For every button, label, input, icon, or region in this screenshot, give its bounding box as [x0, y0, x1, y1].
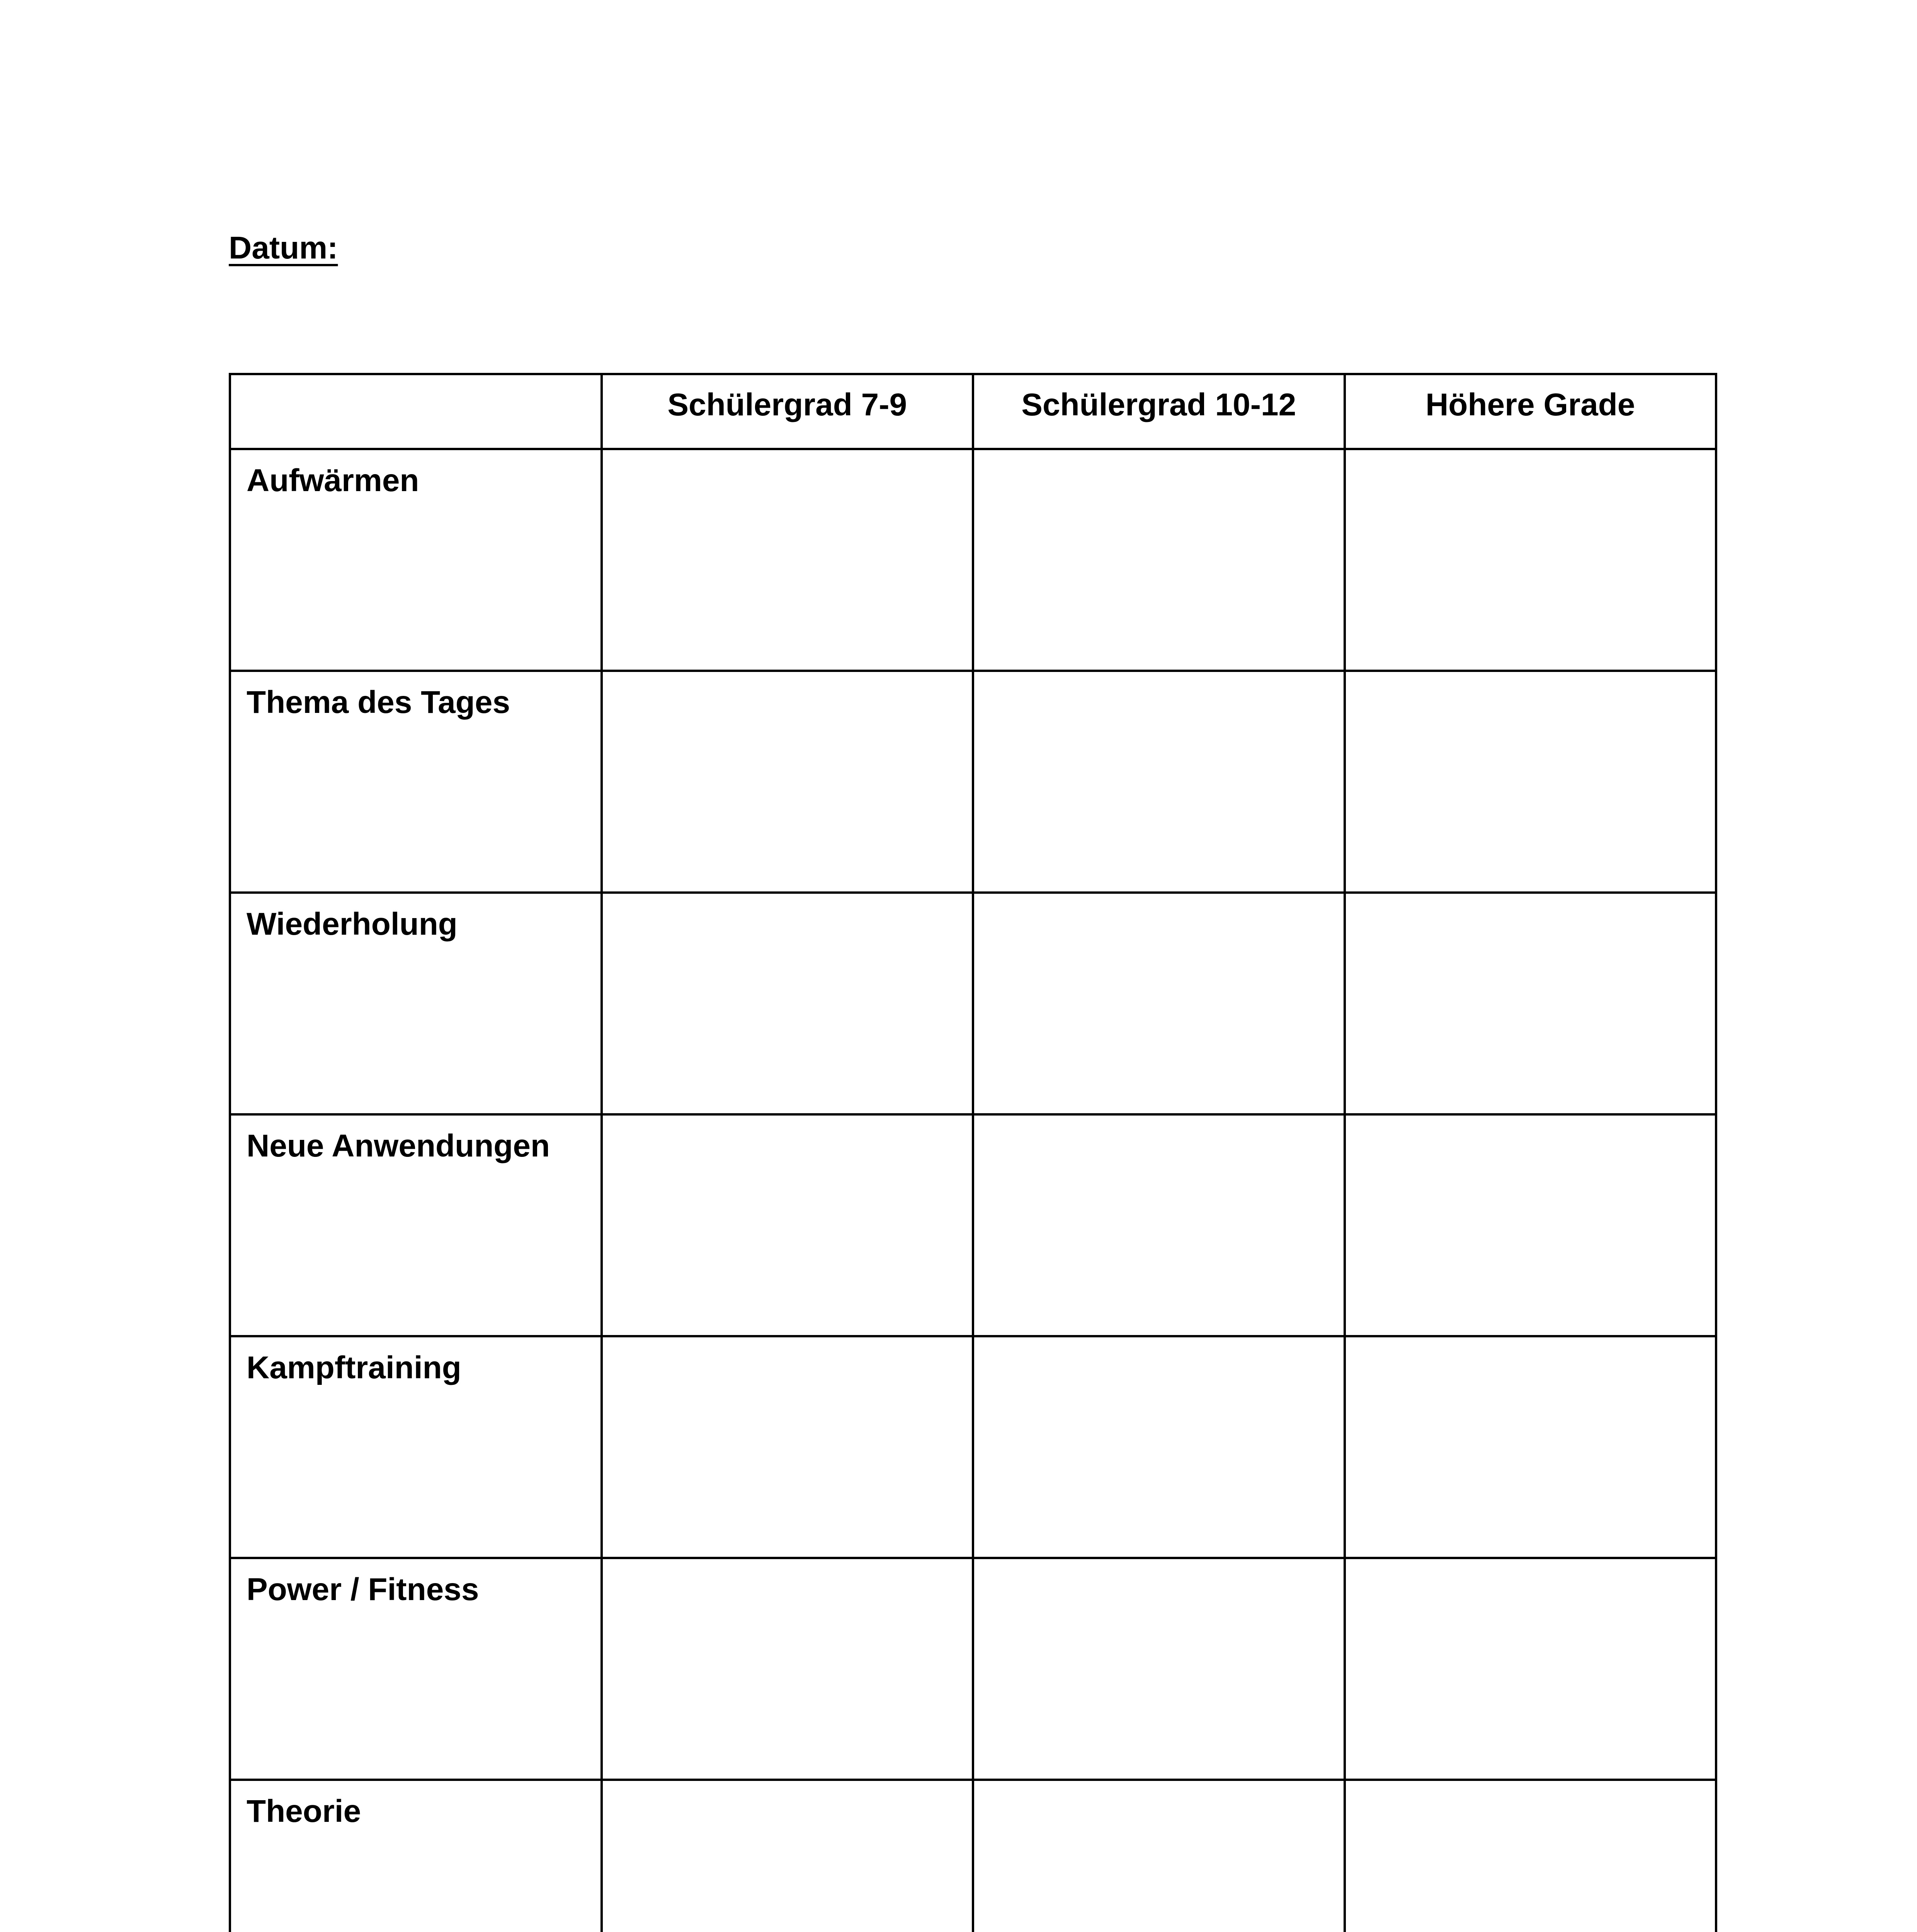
- table-row: [230, 449, 1716, 671]
- table-row: [230, 671, 1716, 893]
- cell-input[interactable]: [602, 893, 973, 1114]
- cell-input[interactable]: [602, 449, 973, 671]
- row-label-power-fitness: Power / Fitness: [230, 1558, 602, 1780]
- cell-input[interactable]: [1345, 1114, 1716, 1336]
- header-empty-cell: [230, 374, 602, 449]
- row-label-neue-anwendungen: Neue Anwendungen: [230, 1114, 602, 1336]
- row-label-kampftraining: Kampftraining: [230, 1336, 602, 1558]
- table-row: [230, 1114, 1716, 1336]
- cell-input[interactable]: [973, 1780, 1345, 1932]
- cell-input[interactable]: [1345, 449, 1716, 671]
- datum-blank-line[interactable]: [338, 230, 639, 266]
- cell-input[interactable]: [973, 1114, 1345, 1336]
- cell-input[interactable]: [1345, 1780, 1716, 1932]
- cell-input[interactable]: [973, 1558, 1345, 1780]
- row-label-thema-des-tages: Thema des Tages: [230, 671, 602, 893]
- table-row: [230, 1780, 1716, 1932]
- header-hoehere-grade: Höhere Grade: [1345, 374, 1716, 449]
- cell-input[interactable]: [602, 1780, 973, 1932]
- cell-input[interactable]: [602, 671, 973, 893]
- table-header-row: [230, 374, 1716, 449]
- header-schuelergrad-10-12: Schülergrad 10-12: [973, 374, 1345, 449]
- row-label-wiederholung: Wiederholung: [230, 893, 602, 1114]
- cell-input[interactable]: [1345, 893, 1716, 1114]
- table-row: [230, 1336, 1716, 1558]
- cell-input[interactable]: [1345, 1558, 1716, 1780]
- cell-input[interactable]: [973, 449, 1345, 671]
- table-row: [230, 893, 1716, 1114]
- datum-label: Datum:: [229, 230, 338, 265]
- datum-field-top: [229, 230, 639, 266]
- cell-input[interactable]: [973, 1336, 1345, 1558]
- cell-input[interactable]: [602, 1558, 973, 1780]
- row-label-theorie: Theorie: [230, 1780, 602, 1932]
- cell-input[interactable]: [602, 1336, 973, 1558]
- cell-input[interactable]: [602, 1114, 973, 1336]
- header-schuelergrad-7-9: Schülergrad 7-9: [602, 374, 973, 449]
- cell-input[interactable]: [1345, 1336, 1716, 1558]
- training-plan-table: [229, 373, 1717, 1932]
- cell-input[interactable]: [1345, 671, 1716, 893]
- cell-input[interactable]: [973, 671, 1345, 893]
- cell-input[interactable]: [973, 893, 1345, 1114]
- row-label-aufwaermen: Aufwärmen: [230, 449, 602, 671]
- table-row: [230, 1558, 1716, 1780]
